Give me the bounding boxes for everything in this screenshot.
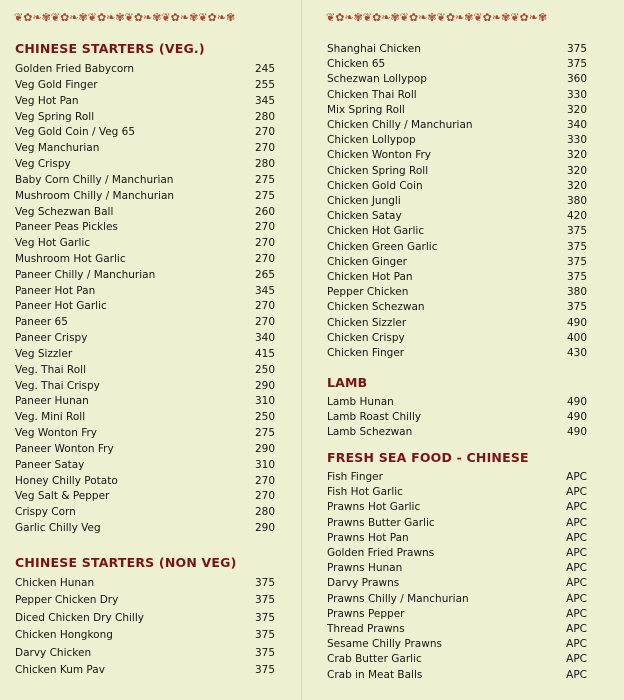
menu-item-name: Chicken Kum Pav — [15, 664, 105, 676]
menu-item-price: 280 — [254, 158, 275, 170]
menu-item — [327, 471, 587, 484]
menu-item — [327, 577, 587, 590]
menu-item — [327, 165, 587, 178]
menu-item-name: Veg Spring Roll — [15, 110, 95, 123]
menu-item — [327, 332, 587, 345]
menu-item-price: 250 — [254, 411, 275, 424]
menu-item-name: Veg. Thai Crispy — [15, 379, 100, 392]
menu-item-price: 320 — [566, 149, 587, 162]
menu-item — [15, 79, 275, 92]
menu-item-name: Prawns Hot Pan — [327, 531, 409, 544]
menu-item-name: Paneer Hunan — [15, 395, 89, 408]
menu-item-name: Chicken Spring Roll — [327, 164, 429, 177]
menu-item-price: 420 — [566, 210, 587, 223]
menu-item — [327, 225, 587, 238]
menu-item — [327, 286, 587, 299]
menu-item-name: Veg Sizzler — [15, 347, 73, 360]
menu-item — [327, 317, 587, 330]
menu-item-name: Veg Hot Pan — [15, 94, 79, 107]
menu-item-price: 250 — [254, 363, 275, 376]
menu-item-name: Fish Finger — [327, 471, 383, 483]
left-column — [0, 0, 301, 700]
menu-item-name: Paneer Satay — [15, 458, 85, 471]
menu-item-name: Paneer Wonton Fry — [15, 442, 114, 455]
menu-item-price: 340 — [566, 119, 587, 131]
menu-item-name: Pepper Chicken Dry — [15, 594, 119, 607]
menu-item-name: Chicken Hongkong — [15, 629, 113, 642]
ornamental-border-icon: ❦✿❧✾❦✿❧✾❦✿❧✾❦✿❧✾❦✿❧✾❦✿❧✾ — [326, 12, 548, 24]
menu-item-name: Paneer Crispy — [15, 332, 88, 345]
menu-item — [15, 522, 275, 535]
menu-item — [15, 190, 275, 203]
menu-item-price: 270 — [254, 126, 275, 139]
menu-item-price: 375 — [254, 611, 275, 624]
menu-item-price: APC — [566, 607, 587, 620]
menu-item-price: 375 — [254, 594, 275, 607]
menu-item-name: Chicken Gold Coin — [327, 179, 423, 192]
menu-item — [327, 134, 587, 147]
menu-item-name: Veg Schezwan Ball — [15, 205, 114, 218]
menu-item-name: Veg Gold Coin / Veg 65 — [15, 126, 136, 139]
menu-item-name: Fish Hot Garlic — [327, 486, 403, 499]
menu-item-name: Veg. Mini Roll — [15, 411, 86, 424]
menu-item-name: Chicken Wonton Fry — [327, 149, 432, 162]
menu-item-price: APC — [566, 516, 587, 529]
menu-item-price: 290 — [254, 442, 275, 455]
menu-item-name: Chicken Finger — [327, 347, 405, 359]
menu-item-price: 310 — [254, 395, 275, 408]
menu-item-price: 490 — [566, 396, 587, 408]
menu-item-price: APC — [566, 547, 587, 559]
menu-item-price: 380 — [566, 286, 587, 299]
menu-item-name: Chicken Green Garlic — [327, 240, 438, 253]
menu-item — [15, 174, 275, 187]
menu-item-name: Veg Crispy — [15, 158, 71, 170]
menu-item — [327, 562, 587, 575]
menu-item-name: Pepper Chicken — [327, 286, 409, 299]
menu-item — [327, 180, 587, 193]
menu-item-name: Chicken Crispy — [327, 331, 405, 344]
menu-item — [327, 532, 587, 545]
menu-item — [327, 501, 587, 514]
menu-item-name: Darvy Prawns — [327, 577, 400, 590]
menu-item — [327, 210, 587, 223]
menu-item — [15, 111, 275, 124]
menu-item — [15, 63, 275, 76]
menu-item-price: 430 — [566, 347, 587, 359]
menu-item-price: 320 — [566, 103, 587, 116]
menu-item-price: 400 — [566, 331, 587, 344]
menu-item — [15, 269, 275, 282]
menu-item-name: Veg Wonton Fry — [15, 427, 98, 440]
menu-item-name: Chicken 65 — [327, 58, 386, 71]
menu-item — [15, 647, 275, 660]
menu-item — [327, 256, 587, 269]
menu-item-price: 310 — [254, 458, 275, 471]
menu-item-price: 265 — [254, 268, 275, 281]
menu-item-name: Chicken Ginger — [327, 255, 407, 268]
menu-item-name: Chicken Hunan — [15, 577, 95, 589]
menu-item-price: 270 — [254, 221, 275, 234]
menu-item-price: 375 — [566, 58, 587, 71]
menu-item — [327, 195, 587, 208]
menu-item — [15, 364, 275, 377]
menu-item-price: 270 — [254, 490, 275, 503]
right-column — [302, 0, 624, 700]
menu-item-price: 330 — [566, 134, 587, 147]
menu-item — [15, 395, 275, 408]
menu-item — [327, 104, 587, 117]
menu-item-name: Lamb Schezwan — [327, 426, 413, 439]
menu-item-name: Crab Butter Garlic — [327, 653, 422, 666]
menu-item-name: Paneer Chilly / Manchurian — [15, 268, 156, 281]
menu-item-price: 270 — [254, 142, 275, 155]
menu-item-name: Mushroom Chilly / Manchurian — [15, 189, 175, 202]
menu-item-name: Darvy Chicken — [15, 646, 92, 659]
menu-item-name: Prawns Hot Garlic — [327, 501, 421, 514]
menu-item-name: Prawns Chilly / Manchurian — [327, 592, 469, 605]
menu-item — [15, 411, 275, 424]
menu-item-price: 375 — [566, 240, 587, 253]
menu-item-name: Prawns Hunan — [327, 562, 403, 575]
menu-item — [15, 142, 275, 155]
menu-item-price: APC — [566, 623, 587, 635]
menu-item-price: 320 — [566, 164, 587, 177]
menu-item-price: 275 — [254, 427, 275, 440]
menu-item-price: 490 — [566, 411, 587, 424]
menu-item-name: Chicken Hot Garlic — [327, 225, 425, 238]
menu-item — [15, 253, 275, 266]
menu-item-price: APC — [566, 638, 587, 651]
menu-item-price: APC — [566, 471, 587, 483]
menu-item-name: Chicken Chilly / Manchurian — [327, 119, 473, 131]
menu-item-name: Sesame Chilly Prawns — [327, 638, 442, 651]
menu-item — [15, 285, 275, 298]
menu-item-name: Honey Chilly Potato — [15, 474, 118, 487]
menu-item-price: 290 — [254, 522, 275, 535]
menu-item-name: Veg Manchurian — [15, 142, 100, 155]
menu-item-price: 255 — [254, 78, 275, 91]
menu-item-price: 375 — [254, 664, 275, 676]
menu-item-name: Shanghai Chicken — [327, 43, 421, 55]
menu-item — [327, 271, 587, 284]
menu-item-name: Golden Fried Babycorn — [15, 63, 135, 75]
section-heading-chinese-starters-non-veg: CHINESE STARTERS (NON VEG) — [15, 555, 237, 570]
menu-item — [15, 490, 275, 503]
menu-item-name: Veg. Thai Roll — [15, 363, 87, 376]
menu-item — [15, 158, 275, 171]
menu-item — [15, 629, 275, 642]
menu-item-name: Veg Salt & Pepper — [15, 490, 110, 503]
menu-item-name: Chicken Lollypop — [327, 134, 416, 147]
menu-item-price: APC — [566, 562, 587, 575]
menu-item — [327, 43, 587, 56]
menu-item — [327, 486, 587, 499]
menu-item-price: 330 — [566, 88, 587, 101]
menu-item-price: 290 — [254, 379, 275, 392]
menu-item-name: Prawns Pepper — [327, 607, 405, 620]
menu-item-name: Garlic Chilly Veg — [15, 522, 101, 535]
menu-item-price: 375 — [566, 43, 587, 55]
menu-item — [15, 612, 275, 625]
menu-item-price: 280 — [254, 506, 275, 519]
menu-item-price: APC — [566, 577, 587, 590]
menu-item — [327, 411, 587, 424]
menu-item — [15, 221, 275, 234]
menu-item-price: APC — [566, 501, 587, 514]
menu-item-price: 275 — [254, 173, 275, 186]
menu-item-name: Chicken Thai Roll — [327, 88, 417, 101]
menu-item-price: APC — [566, 592, 587, 605]
menu-item-name: Paneer 65 — [15, 316, 68, 329]
menu-item — [327, 347, 587, 360]
menu-item-name: Mix Spring Roll — [327, 103, 405, 116]
menu-item-name: Chicken Hot Pan — [327, 271, 413, 283]
menu-item-price: 375 — [566, 301, 587, 314]
menu-item — [15, 594, 275, 607]
menu-item — [327, 149, 587, 162]
menu-item — [327, 608, 587, 621]
menu-item-price: APC — [566, 531, 587, 544]
menu-item-price: APC — [566, 486, 587, 499]
menu-item — [15, 348, 275, 361]
menu-item-price: 345 — [254, 94, 275, 107]
menu-item-name: Chicken Jungli — [327, 195, 401, 207]
menu-item-name: Golden Fried Prawns — [327, 547, 435, 559]
menu-item-name: Veg Hot Garlic — [15, 237, 91, 250]
menu-item-price: 320 — [566, 179, 587, 192]
menu-item — [15, 506, 275, 519]
menu-item — [327, 241, 587, 254]
ornamental-border-icon: ❦✿❧✾❦✿❧✾❦✿❧✾❦✿❧✾❦✿❧✾❦✿❧✾ — [14, 12, 236, 24]
menu-item-name: Crab in Meat Balls — [327, 668, 423, 681]
menu-item — [15, 126, 275, 139]
menu-item — [15, 380, 275, 393]
menu-item-name: Mushroom Hot Garlic — [15, 253, 126, 265]
menu-item — [327, 426, 587, 439]
menu-item-price: 375 — [254, 577, 275, 589]
menu-item — [327, 301, 587, 314]
menu-item — [327, 593, 587, 606]
menu-item-price: 490 — [566, 426, 587, 439]
menu-item-name: Chicken Schezwan — [327, 301, 425, 314]
menu-item-price: 270 — [254, 300, 275, 313]
menu-item — [15, 237, 275, 250]
menu-item-price: APC — [566, 653, 587, 666]
menu-item — [327, 653, 587, 666]
section-heading-lamb: LAMB — [327, 375, 368, 390]
section-heading-fresh-sea-food-chinese: FRESH SEA FOOD - CHINESE — [327, 450, 529, 465]
menu-item — [15, 443, 275, 456]
menu-item — [327, 547, 587, 560]
menu-item-name: Prawns Butter Garlic — [327, 516, 435, 529]
menu-item-price: 375 — [566, 225, 587, 238]
menu-item-price: 380 — [566, 195, 587, 207]
menu-item — [327, 89, 587, 102]
menu-item — [15, 206, 275, 219]
menu-item-price: 260 — [254, 205, 275, 218]
menu-item-name: Baby Corn Chilly / Manchurian — [15, 173, 174, 186]
menu-item — [15, 427, 275, 440]
menu-item — [15, 316, 275, 329]
menu-item-name: Veg Gold Finger — [15, 78, 98, 91]
menu-item — [327, 396, 587, 409]
menu-item — [327, 119, 587, 132]
menu-item — [15, 95, 275, 108]
menu-item-price: 375 — [254, 629, 275, 642]
menu-item-price: 415 — [254, 347, 275, 360]
menu-item — [15, 300, 275, 313]
menu-item — [15, 332, 275, 345]
menu-item — [327, 517, 587, 530]
menu-item — [327, 73, 587, 86]
menu-item-name: Lamb Hunan — [327, 396, 394, 408]
menu-item-name: Thread Prawns — [327, 623, 405, 635]
menu-item-name: Diced Chicken Dry Chilly — [15, 611, 144, 624]
menu-item-name: Chicken Satay — [327, 210, 402, 223]
menu-item — [15, 664, 275, 677]
menu-item-price: 340 — [254, 332, 275, 345]
menu-item-price: 360 — [566, 73, 587, 86]
menu-item-price: 275 — [254, 189, 275, 202]
menu-item — [15, 475, 275, 488]
menu-item-price: 490 — [566, 316, 587, 329]
menu-item-price: 245 — [254, 63, 275, 75]
menu-item-name: Chicken Sizzler — [327, 316, 407, 329]
menu-item — [327, 58, 587, 71]
menu-item-price: 375 — [566, 271, 587, 283]
section-heading-chinese-starters-veg: CHINESE STARTERS (VEG.) — [15, 41, 205, 56]
menu-item — [327, 669, 587, 682]
menu-item-name: Paneer Peas Pickles — [15, 221, 118, 234]
menu-item-name: Paneer Hot Garlic — [15, 300, 107, 313]
menu-item-price: 270 — [254, 474, 275, 487]
menu-item — [327, 638, 587, 651]
menu-item-name: Lamb Roast Chilly — [327, 411, 422, 424]
menu-item-price: 270 — [254, 253, 275, 265]
menu-item — [15, 459, 275, 472]
menu-item — [327, 623, 587, 636]
menu-item-name: Crispy Corn — [15, 506, 76, 519]
menu-item-price: 375 — [566, 255, 587, 268]
menu-item-price: 280 — [254, 110, 275, 123]
menu-item — [15, 577, 275, 590]
menu-item-name: Schezwan Lollypop — [327, 73, 427, 86]
menu-item-price: 270 — [254, 237, 275, 250]
menu-item-price: 345 — [254, 284, 275, 297]
menu-item-price: 375 — [254, 646, 275, 659]
menu-item-price: APC — [566, 668, 587, 681]
menu-item-price: 270 — [254, 316, 275, 329]
menu-item-name: Paneer Hot Pan — [15, 284, 96, 297]
